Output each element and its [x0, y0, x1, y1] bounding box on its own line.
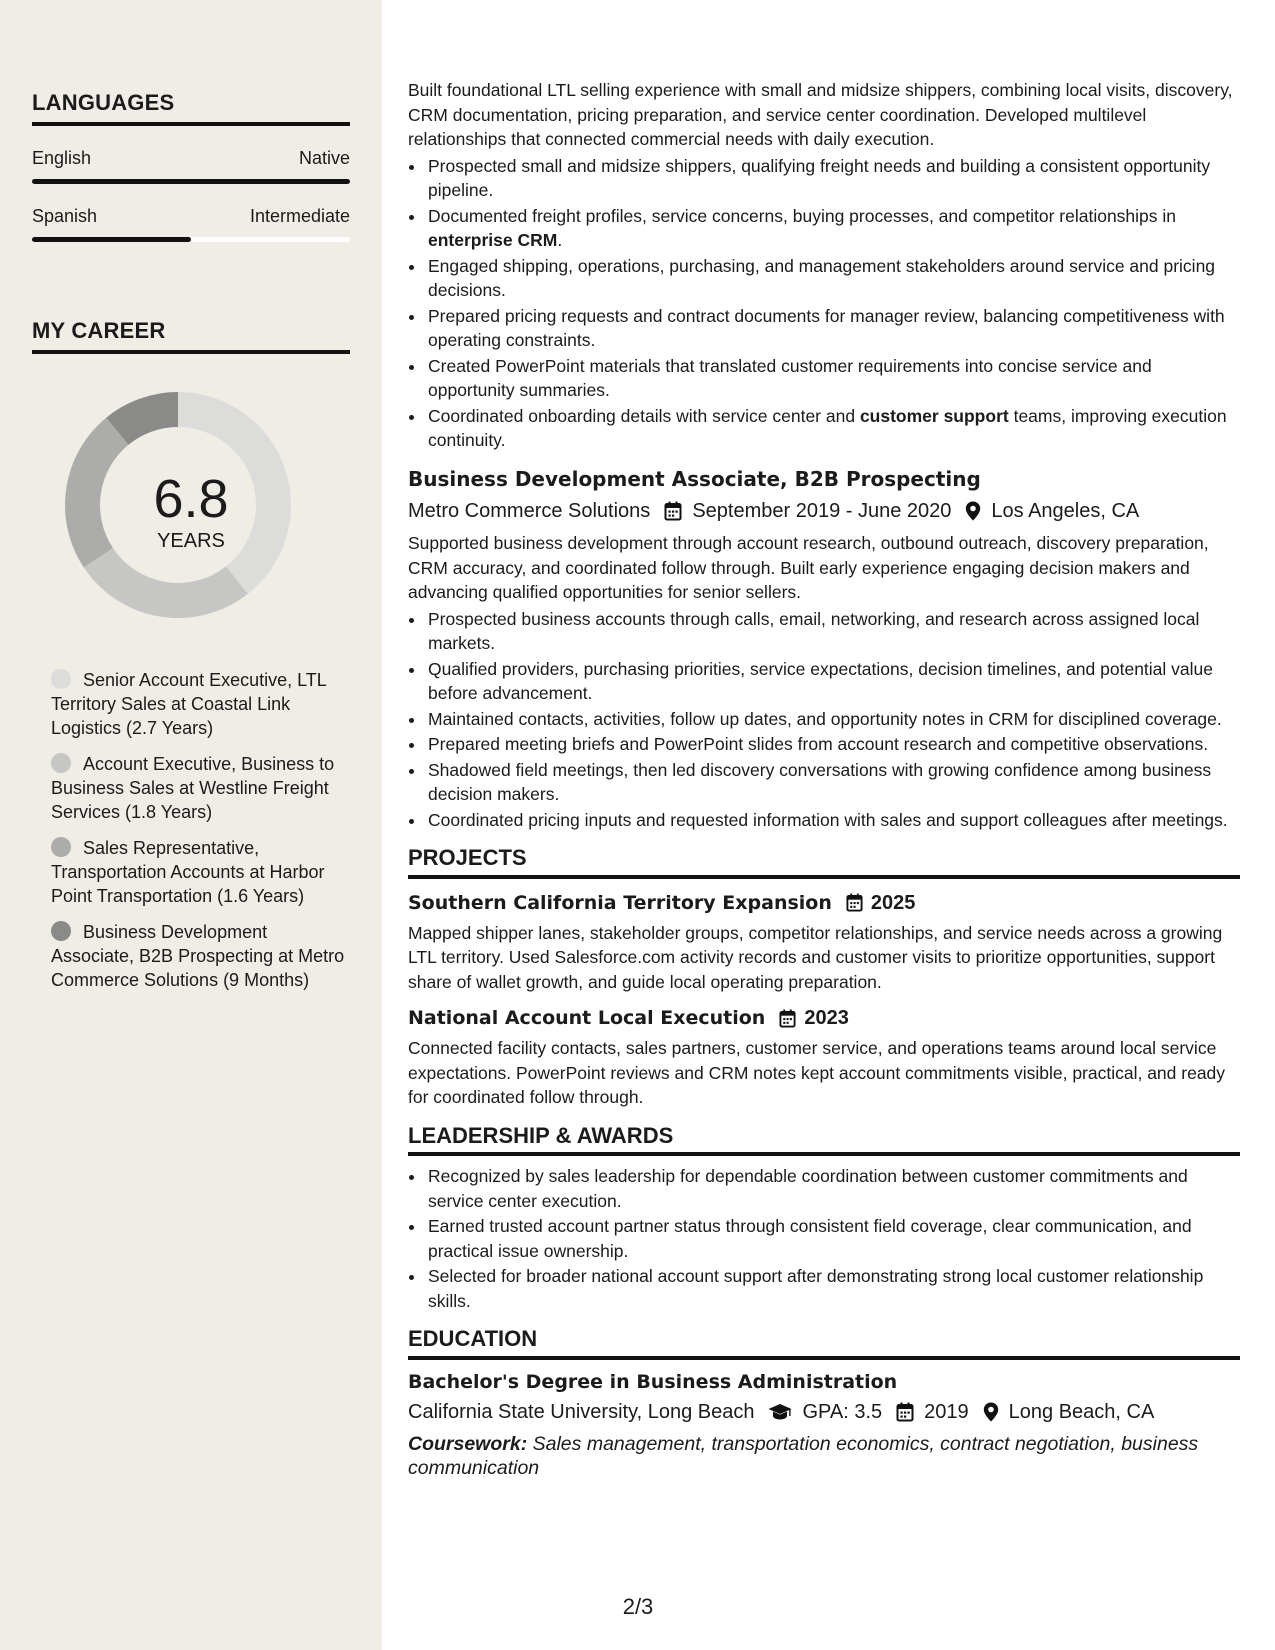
job-intro-summary: Built foundational LTL selling experience with small and midsize shippers, combining local visits, discovery, CRM documentation, pricing preparation, and service center coordination. Developed multilevel relationships that connected commercial needs with daily execution.: [408, 80, 1233, 149]
calendar-icon: [896, 1402, 914, 1422]
project-year: 2025: [870, 891, 916, 914]
graduation-cap-icon: [768, 1403, 792, 1421]
project-description: Connected facility contacts, sales partners, customer service, and operations teams around local service expectations. PowerPoint reviews and CRM notes kept account commitments visible, practical, and ready for coordinated follow through.: [408, 1038, 1226, 1107]
career-legend-label: Sales Representative, Transportation Accounts at Harbor Point Transportation (1.6 Years): [51, 838, 325, 906]
job-bullets: [408, 607, 1240, 833]
bullet-text: Prepared pricing requests and contract documents for manager review, balancing competitiveness with operating constraints.: [428, 305, 1225, 350]
bullet-bold-text: enterprise CRM: [428, 230, 558, 250]
career-legend: [32, 668, 350, 992]
education-school: California State University, Long Beach: [408, 1400, 755, 1423]
education-title: EDUCATION: [408, 1327, 1240, 1360]
job-intro-bullets: [408, 154, 1240, 453]
education-gpa: GPA: 3.5: [802, 1400, 883, 1423]
education-year: 2019: [924, 1400, 969, 1423]
leadership-title: LEADERSHIP & AWARDS: [408, 1124, 1240, 1157]
bullet-item: • Qualified providers, purchasing priorities, service expectations, decision timelines, and potential value before advancement.: [426, 657, 1240, 706]
language-item: [32, 148, 350, 184]
bullet-text: teams, improving execution continuity.: [428, 405, 1227, 450]
job-dates: September 2019 - June 2020: [692, 500, 952, 522]
main-content: [408, 78, 1240, 1480]
bullet-item: • Prepared meeting briefs and PowerPoint slides from account research and competitive observations.: [426, 732, 1240, 757]
career-legend-label: Account Executive, Business to Business Sales at Westline Freight Services (1.8 Years): [51, 754, 335, 822]
map-pin-icon: [983, 1402, 999, 1422]
career-legend-item: [51, 920, 350, 992]
bullet-item: [426, 154, 1240, 203]
bullet-bold-text: customer support: [859, 405, 1009, 426]
education-location: Long Beach, CA: [1008, 1400, 1155, 1423]
projects-title: PROJECTS: [408, 846, 1240, 879]
career-section: [32, 318, 350, 1004]
calendar-icon: [846, 893, 863, 912]
career-donut-chart: [32, 392, 350, 632]
education-degree: Bachelor's Degree in Business Administration: [408, 1370, 898, 1393]
project-name: Southern California Territory Expansion: [408, 891, 832, 914]
career-legend-item: [51, 752, 350, 824]
language-level: Intermediate: [249, 206, 350, 226]
bullet-text: .: [557, 230, 563, 250]
bullet-text: Prospected small and midsize shippers, qualifying freight needs and building a consistent opportunity pipeline.: [428, 155, 1211, 200]
career-total-unit: YEARS: [157, 530, 225, 552]
education-meta: [408, 1398, 1240, 1426]
bullet-item: • Shadowed field meetings, then led discovery conversations with growing confidence among business decision makers.: [426, 758, 1240, 807]
project-year: 2023: [804, 1007, 849, 1029]
career-legend-item: [51, 668, 350, 740]
career-title: MY CAREER: [32, 318, 350, 354]
project-description: Mapped shipper lanes, stakeholder groups, competitor relationships, and service needs across a growing LTL territory. Used Salesforce.com activity records and customer visits to prioritize opportunities, support share of wallet growth, and guide local operating preparation.: [408, 922, 1223, 992]
project-item: [408, 1004, 1240, 1110]
language-level: Native: [298, 148, 350, 168]
legend-dot: [51, 837, 71, 857]
project-item: [408, 889, 1240, 995]
sidebar: [0, 0, 382, 1650]
career-legend-item: [51, 836, 350, 908]
job-summary: Supported business development through account research, outbound outreach, discovery preparation, CRM accuracy, and coordinated follow through. Built early experience engaging decision makers and advancing qualified opportunities for senior sellers.: [408, 533, 1209, 602]
bullet-item: [426, 254, 1240, 303]
bullet-item: [426, 354, 1240, 403]
leadership-bullets: [408, 1164, 1240, 1313]
bullet-item: • Earned trusted account partner status through consistent field coverage, clear communication, and practical issue ownership.: [426, 1214, 1240, 1263]
legend-dot: [51, 921, 71, 941]
languages-title: LANGUAGES: [32, 90, 350, 126]
language-name: Spanish: [32, 206, 98, 226]
bullet-text: Coordinated onboarding details with service center and: [428, 405, 860, 426]
calendar-icon: [779, 1009, 796, 1028]
career-total-years: 6.8: [153, 469, 229, 529]
project-name: National Account Local Execution: [408, 1007, 766, 1029]
coursework-label: Coursework:: [408, 1432, 528, 1455]
career-legend-label: Business Development Associate, B2B Prospecting at Metro Commerce Solutions (9 Months): [51, 922, 345, 990]
coursework-text: Sales management, transportation economics, contract negotiation, business communication: [408, 1432, 1199, 1479]
bullet-item: [426, 304, 1240, 353]
bullet-item: • Prospected business accounts through calls, email, networking, and research across assigned local markets.: [426, 607, 1240, 656]
donut-slice-2: [84, 548, 248, 618]
language-proficiency-fill: [32, 179, 350, 184]
job-company: Metro Commerce Solutions: [408, 500, 651, 522]
languages-section: [32, 90, 350, 242]
bullet-item: • Recognized by sales leadership for dependable coordination between customer commitments and service center execution.: [426, 1164, 1240, 1213]
bullet-item: [426, 204, 1240, 253]
bullet-item: • Coordinated pricing inputs and requested information with sales and support colleagues after meetings.: [426, 808, 1240, 833]
map-pin-icon: [965, 501, 981, 521]
legend-dot: [51, 753, 71, 773]
language-proficiency-fill: [32, 237, 191, 242]
bullet-item: [426, 404, 1240, 453]
page-number: 2/3: [622, 1594, 654, 1619]
calendar-icon: [664, 501, 682, 521]
education-coursework: [408, 1432, 1240, 1480]
job-location: Los Angeles, CA: [991, 500, 1140, 522]
bullet-text: Created PowerPoint materials that translated customer requirements into concise service and opportunity summaries.: [428, 355, 1152, 400]
language-proficiency-bar: [32, 237, 350, 242]
career-legend-label: Senior Account Executive, LTL Territory Sales at Coastal Link Logistics (2.7 Years): [51, 670, 327, 738]
language-item: [32, 206, 350, 242]
job-title: Business Development Associate, B2B Prospecting: [408, 466, 981, 491]
job-meta: [408, 497, 1240, 525]
bullet-text: Documented freight profiles, service concerns, buying processes, and competitor relationships in: [428, 205, 1177, 226]
bullet-text: Engaged shipping, operations, purchasing, and management stakeholders around service and pricing decisions.: [428, 255, 1216, 300]
language-name: English: [32, 148, 92, 168]
bullet-item: • Maintained contacts, activities, follow up dates, and opportunity notes in CRM for disciplined coverage.: [426, 707, 1240, 732]
bullet-item: • Selected for broader national account support after demonstrating strong local customer relationship skills.: [426, 1264, 1240, 1313]
language-proficiency-bar: [32, 179, 350, 184]
legend-dot: [51, 669, 71, 689]
